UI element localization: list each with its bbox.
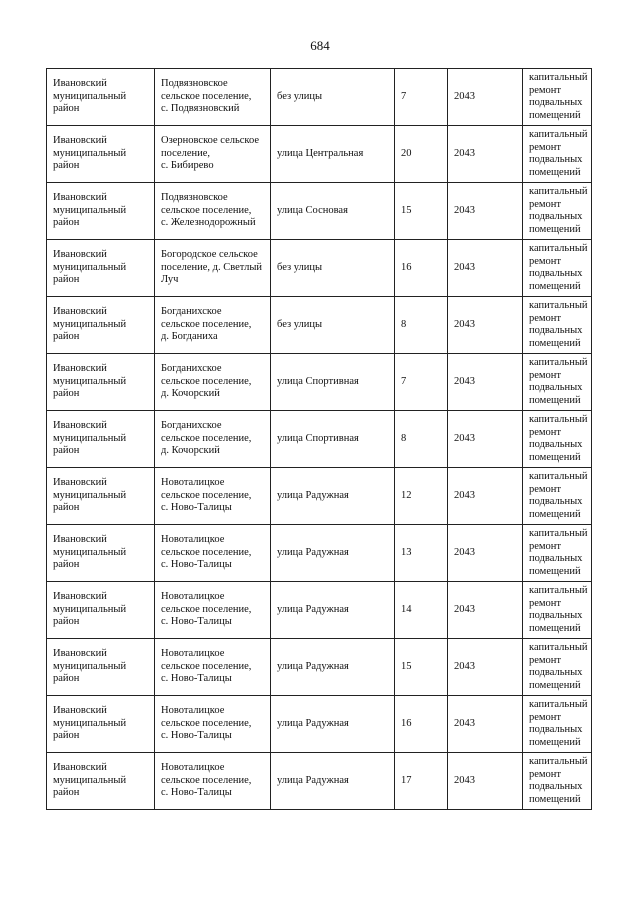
work-type-cell: капитальный ремонт подвальных помещений bbox=[523, 240, 592, 297]
table-row bbox=[47, 240, 592, 297]
district-cell: Ивановский муниципальный район bbox=[47, 240, 155, 297]
work-type-cell: капитальный ремонт подвальных помещений bbox=[523, 411, 592, 468]
repair-year-cell: 2043 bbox=[448, 354, 523, 411]
settlement-cell: Подвязновское сельское поселение, с. Подвязновский bbox=[155, 69, 271, 126]
house-number-cell: 7 bbox=[395, 69, 448, 126]
settlement-cell: Новоталицкое сельское поселение, с. Ново-Талицы bbox=[155, 468, 271, 525]
table-row bbox=[47, 126, 592, 183]
settlement-cell: Новоталицкое сельское поселение, с. Ново-Талицы bbox=[155, 753, 271, 810]
work-type-cell: капитальный ремонт подвальных помещений bbox=[523, 753, 592, 810]
repair-year-cell: 2043 bbox=[448, 183, 523, 240]
table-row bbox=[47, 411, 592, 468]
repair-year-cell: 2043 bbox=[448, 240, 523, 297]
district-cell: Ивановский муниципальный район bbox=[47, 753, 155, 810]
work-type-cell: капитальный ремонт подвальных помещений bbox=[523, 126, 592, 183]
house-number-cell: 14 bbox=[395, 582, 448, 639]
district-cell: Ивановский муниципальный район bbox=[47, 297, 155, 354]
house-number-cell: 20 bbox=[395, 126, 448, 183]
table-row bbox=[47, 753, 592, 810]
repair-year-cell: 2043 bbox=[448, 468, 523, 525]
district-cell: Ивановский муниципальный район bbox=[47, 126, 155, 183]
street-cell: улица Радужная bbox=[271, 582, 395, 639]
street-cell: без улицы bbox=[271, 240, 395, 297]
repair-year-cell: 2043 bbox=[448, 69, 523, 126]
district-cell: Ивановский муниципальный район bbox=[47, 582, 155, 639]
repair-year-cell: 2043 bbox=[448, 582, 523, 639]
table-row bbox=[47, 69, 592, 126]
settlement-cell: Богданихское сельское поселение, д. Кочорский bbox=[155, 411, 271, 468]
house-number-cell: 7 bbox=[395, 354, 448, 411]
street-cell: улица Радужная bbox=[271, 468, 395, 525]
work-type-cell: капитальный ремонт подвальных помещений bbox=[523, 297, 592, 354]
house-number-cell: 17 bbox=[395, 753, 448, 810]
repair-year-cell: 2043 bbox=[448, 126, 523, 183]
repair-year-cell: 2043 bbox=[448, 525, 523, 582]
district-cell: Ивановский муниципальный район bbox=[47, 354, 155, 411]
house-number-cell: 13 bbox=[395, 525, 448, 582]
repair-year-cell: 2043 bbox=[448, 696, 523, 753]
house-number-cell: 8 bbox=[395, 297, 448, 354]
settlement-cell: Богданихское сельское поселение, д. Богданиха bbox=[155, 297, 271, 354]
district-cell: Ивановский муниципальный район bbox=[47, 468, 155, 525]
work-type-cell: капитальный ремонт подвальных помещений bbox=[523, 582, 592, 639]
settlement-cell: Озерновское сельское поселение, с. Бибирево bbox=[155, 126, 271, 183]
settlement-cell: Новоталицкое сельское поселение, с. Ново-Талицы bbox=[155, 582, 271, 639]
house-number-cell: 15 bbox=[395, 183, 448, 240]
table-row bbox=[47, 582, 592, 639]
settlement-cell: Новоталицкое сельское поселение, с. Ново-Талицы bbox=[155, 639, 271, 696]
table-body bbox=[47, 69, 592, 810]
street-cell: без улицы bbox=[271, 297, 395, 354]
street-cell: улица Центральная bbox=[271, 126, 395, 183]
repair-year-cell: 2043 bbox=[448, 753, 523, 810]
street-cell: улица Радужная bbox=[271, 753, 395, 810]
house-number-cell: 12 bbox=[395, 468, 448, 525]
table-row bbox=[47, 525, 592, 582]
house-number-cell: 16 bbox=[395, 696, 448, 753]
district-cell: Ивановский муниципальный район bbox=[47, 69, 155, 126]
settlement-cell: Подвязновское сельское поселение, с. Железнодорожный bbox=[155, 183, 271, 240]
street-cell: улица Спортивная bbox=[271, 354, 395, 411]
work-type-cell: капитальный ремонт подвальных помещений bbox=[523, 525, 592, 582]
district-cell: Ивановский муниципальный район bbox=[47, 696, 155, 753]
table-row bbox=[47, 468, 592, 525]
table-row bbox=[47, 183, 592, 240]
work-type-cell: капитальный ремонт подвальных помещений bbox=[523, 69, 592, 126]
street-cell: улица Радужная bbox=[271, 639, 395, 696]
housing-repair-table bbox=[46, 68, 592, 810]
page-number: 684 bbox=[310, 38, 330, 53]
street-cell: улица Радужная bbox=[271, 696, 395, 753]
district-cell: Ивановский муниципальный район bbox=[47, 183, 155, 240]
house-number-cell: 15 bbox=[395, 639, 448, 696]
table-row bbox=[47, 696, 592, 753]
settlement-cell: Новоталицкое сельское поселение, с. Ново-Талицы bbox=[155, 696, 271, 753]
street-cell: улица Сосновая bbox=[271, 183, 395, 240]
street-cell: улица Радужная bbox=[271, 525, 395, 582]
street-cell: улица Спортивная bbox=[271, 411, 395, 468]
work-type-cell: капитальный ремонт подвальных помещений bbox=[523, 468, 592, 525]
settlement-cell: Богородское сельское поселение, д. Светлый Луч bbox=[155, 240, 271, 297]
house-number-cell: 16 bbox=[395, 240, 448, 297]
district-cell: Ивановский муниципальный район bbox=[47, 639, 155, 696]
settlement-cell: Новоталицкое сельское поселение, с. Ново-Талицы bbox=[155, 525, 271, 582]
table-row bbox=[47, 639, 592, 696]
repair-year-cell: 2043 bbox=[448, 411, 523, 468]
work-type-cell: капитальный ремонт подвальных помещений bbox=[523, 354, 592, 411]
repair-year-cell: 2043 bbox=[448, 639, 523, 696]
work-type-cell: капитальный ремонт подвальных помещений bbox=[523, 696, 592, 753]
work-type-cell: капитальный ремонт подвальных помещений bbox=[523, 183, 592, 240]
district-cell: Ивановский муниципальный район bbox=[47, 525, 155, 582]
district-cell: Ивановский муниципальный район bbox=[47, 411, 155, 468]
repair-year-cell: 2043 bbox=[448, 297, 523, 354]
work-type-cell: капитальный ремонт подвальных помещений bbox=[523, 639, 592, 696]
settlement-cell: Богданихское сельское поселение, д. Кочорский bbox=[155, 354, 271, 411]
house-number-cell: 8 bbox=[395, 411, 448, 468]
table-row bbox=[47, 354, 592, 411]
table-row bbox=[47, 297, 592, 354]
street-cell: без улицы bbox=[271, 69, 395, 126]
